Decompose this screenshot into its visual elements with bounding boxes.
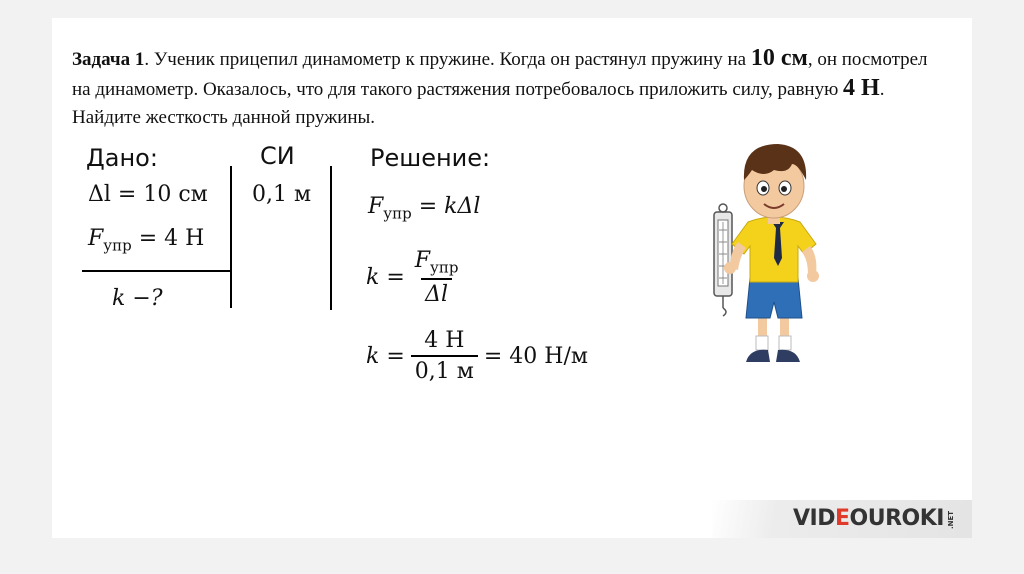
stretch-value: 10 см xyxy=(750,45,808,71)
problem-text-2: , он посмотрел на динамометр. Оказалось, что для такого растяжения потребовалось приложить силу, равную xyxy=(72,49,928,100)
videouroki-logo xyxy=(793,506,944,531)
force-value: 4 Н xyxy=(843,75,880,101)
force-symbol: F xyxy=(88,226,104,251)
calc-denominator: 0,1 м xyxy=(411,355,478,384)
si-divider-vertical xyxy=(330,166,332,310)
given-delta-l: Δl = 10 см xyxy=(88,182,208,207)
k-num-subscript: упр xyxy=(430,258,459,277)
calc-result: = 40 Н/м xyxy=(483,343,588,369)
k-numerator xyxy=(411,248,463,278)
boy-with-dynamometer-illustration xyxy=(692,130,832,380)
problem-statement xyxy=(72,44,942,132)
law-subscript: упр xyxy=(383,204,412,223)
k-num-symbol: F xyxy=(414,248,431,273)
k-denominator xyxy=(421,278,452,307)
calc-lhs: k = xyxy=(366,343,405,369)
problem-text-3: . Найдите жесткость данной пружины. xyxy=(72,79,885,128)
given-find: k −? xyxy=(112,286,163,311)
given-force xyxy=(88,226,204,254)
force-rest: = 4 Н xyxy=(131,226,205,251)
solution-calculation xyxy=(366,328,588,384)
solution-law xyxy=(368,194,480,222)
slide xyxy=(52,18,972,538)
calc-fraction xyxy=(411,328,478,384)
law-rhs: = kΔl xyxy=(411,194,481,219)
videouroki-logo-banner xyxy=(712,500,972,538)
si-value: 0,1 м xyxy=(252,182,312,207)
logo-part-accent: E xyxy=(835,506,850,531)
force-subscript: упр xyxy=(103,236,132,255)
logo-part-a: VID xyxy=(793,506,836,531)
si-header: СИ xyxy=(260,142,295,170)
logo-part-b: OUROKI xyxy=(849,506,944,531)
k-fraction xyxy=(411,248,463,307)
dynamometer-icon xyxy=(714,204,732,316)
given-divider-vertical xyxy=(230,166,232,308)
given-header: Дано: xyxy=(86,144,158,172)
logo-net-label: .NET xyxy=(946,510,955,530)
problem-text-1: . Ученик прицепил динамометр к пружине. Когда он растянул пружину на xyxy=(144,49,751,70)
k-lhs: k = xyxy=(366,265,405,291)
law-symbol: F xyxy=(368,194,384,219)
calc-numerator: 4 Н xyxy=(424,328,465,353)
k-den-text: Δl xyxy=(425,282,449,308)
solution-k-formula xyxy=(366,248,468,307)
problem-label: Задача 1 xyxy=(72,49,145,70)
given-divider-horizontal xyxy=(82,270,232,272)
solution-header: Решение: xyxy=(370,144,491,172)
